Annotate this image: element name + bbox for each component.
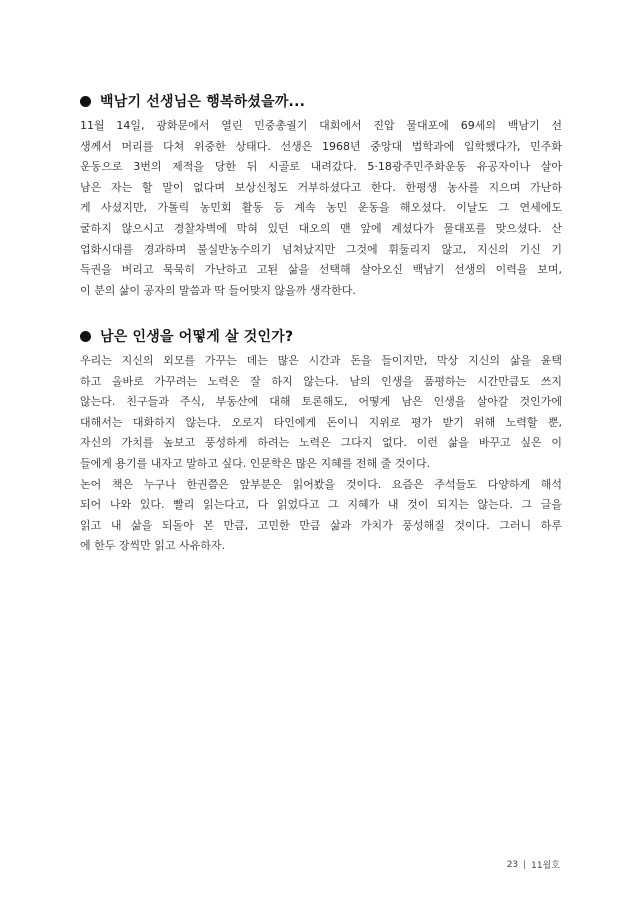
bullet-icon: [80, 331, 91, 342]
paragraph-line: 득권을 버리고 묵묵히 가난하고 고된 삶을 선택해 살아오신 백남기 선생의 이력을 보며,: [80, 263, 562, 277]
paragraph-line: 생께서 머리를 다쳐 위중한 상태다. 선생은 1968년 중앙대 법학과에 입학했다가, 민주화: [80, 139, 562, 153]
page-number: 23: [506, 859, 519, 870]
paragraph-line: 대해서는 대화하지 않는다. 오로지 타인에게 돈이니 지위로 평가 받기 위해 노력할 뿐,: [80, 415, 562, 429]
paragraph-line: 에 한두 장씩만 읽고 사유하자.: [80, 539, 225, 553]
footer-divider: [524, 860, 525, 869]
paragraph-line: 남은 자는 할 말이 없다며 보상신청도 거부하셨다고 한다. 한평생 농사를 지으며 가난하: [80, 180, 562, 194]
paragraph-line: 자신의 가치를 높보고 풍성하게 하려는 노력은 그다지 없다. 이런 삶을 바꾸고 싶은 이: [80, 436, 562, 450]
paragraph-line: 이 분의 삶이 공자의 말씀과 딱 들어맞지 않을까 생각한다.: [80, 283, 356, 297]
paragraph-line: 되어 나와 있다. 빨리 읽는다고, 다 읽었다고 그 지혜가 내 것이 되지는 않는다. 그 글을: [80, 498, 562, 512]
paragraph-line: 11월 14일, 광화문에서 열린 민중총궐기 대회에서 진압 물대포에 69세의 백남기 선: [80, 119, 562, 132]
paragraph-line: 들에게 용기를 내자고 말하고 싶다. 인문학은 많은 지혜를 전해 줄 것이다.: [80, 456, 431, 470]
paragraph-line: 굴하지 않으시고 경찰차벽에 막혀 있던 대오의 맨 앞에 계셨다가 물대포를 맞으셨다. 산: [80, 221, 562, 235]
section-remaining-life: [80, 326, 562, 557]
paragraph-line: 않는다. 친구들과 주식, 부동산에 대해 토론해도, 어떻게 남은 인생을 살아갈 것인가에: [80, 395, 562, 409]
paragraph-line: 우리는 지신의 외모를 가꾸는 데는 많은 시간과 돈을 들이지만, 막상 지신의 삶을 윤택: [80, 354, 562, 367]
paragraph-line: 업화시대를 경과하며 불실반농수의기 넘쳐났지만 그것에 휘둘리지 않고, 지신의 기신 기: [80, 242, 562, 256]
paragraph-line: 운동으로 3번의 제적을 당한 뒤 시골로 내려갔다. 5·18광주민주화운동 유공자이나 살아: [80, 160, 562, 174]
paragraph-line: 읽고 내 삶을 되돌아 본 만큼, 고민한 만큼 삶과 가치가 풍성해질 것이다. 그러니 하루: [80, 518, 562, 532]
section-baek-namgi: [80, 91, 562, 301]
section-heading: [80, 326, 562, 346]
section-heading-text: 남은 인생을 어떻게 살 것인가?: [100, 329, 294, 345]
section-heading-text: 백남기 선생님은 행복하셨을까...: [100, 94, 306, 110]
bullet-icon: [80, 96, 91, 107]
page-footer: [507, 858, 560, 871]
section-heading: [80, 91, 562, 111]
paragraph-line: 게 사셨지만, 가톨릭 농민회 활동 등 계속 농민 운동을 해오셨다. 이날도 그 연세에도: [80, 201, 562, 215]
paragraph-line: 하고 올바로 가꾸려는 노력은 잘 하지 않는다. 남의 인생을 품평하는 시간만큼도 쓰지: [80, 374, 562, 388]
paragraph-line: 논어 책은 누구나 한권쯤은 앞부분은 읽어봤을 것이다. 요즘은 주석들도 다양하게 해석: [80, 477, 562, 491]
issue-label: 11월호: [531, 861, 560, 871]
